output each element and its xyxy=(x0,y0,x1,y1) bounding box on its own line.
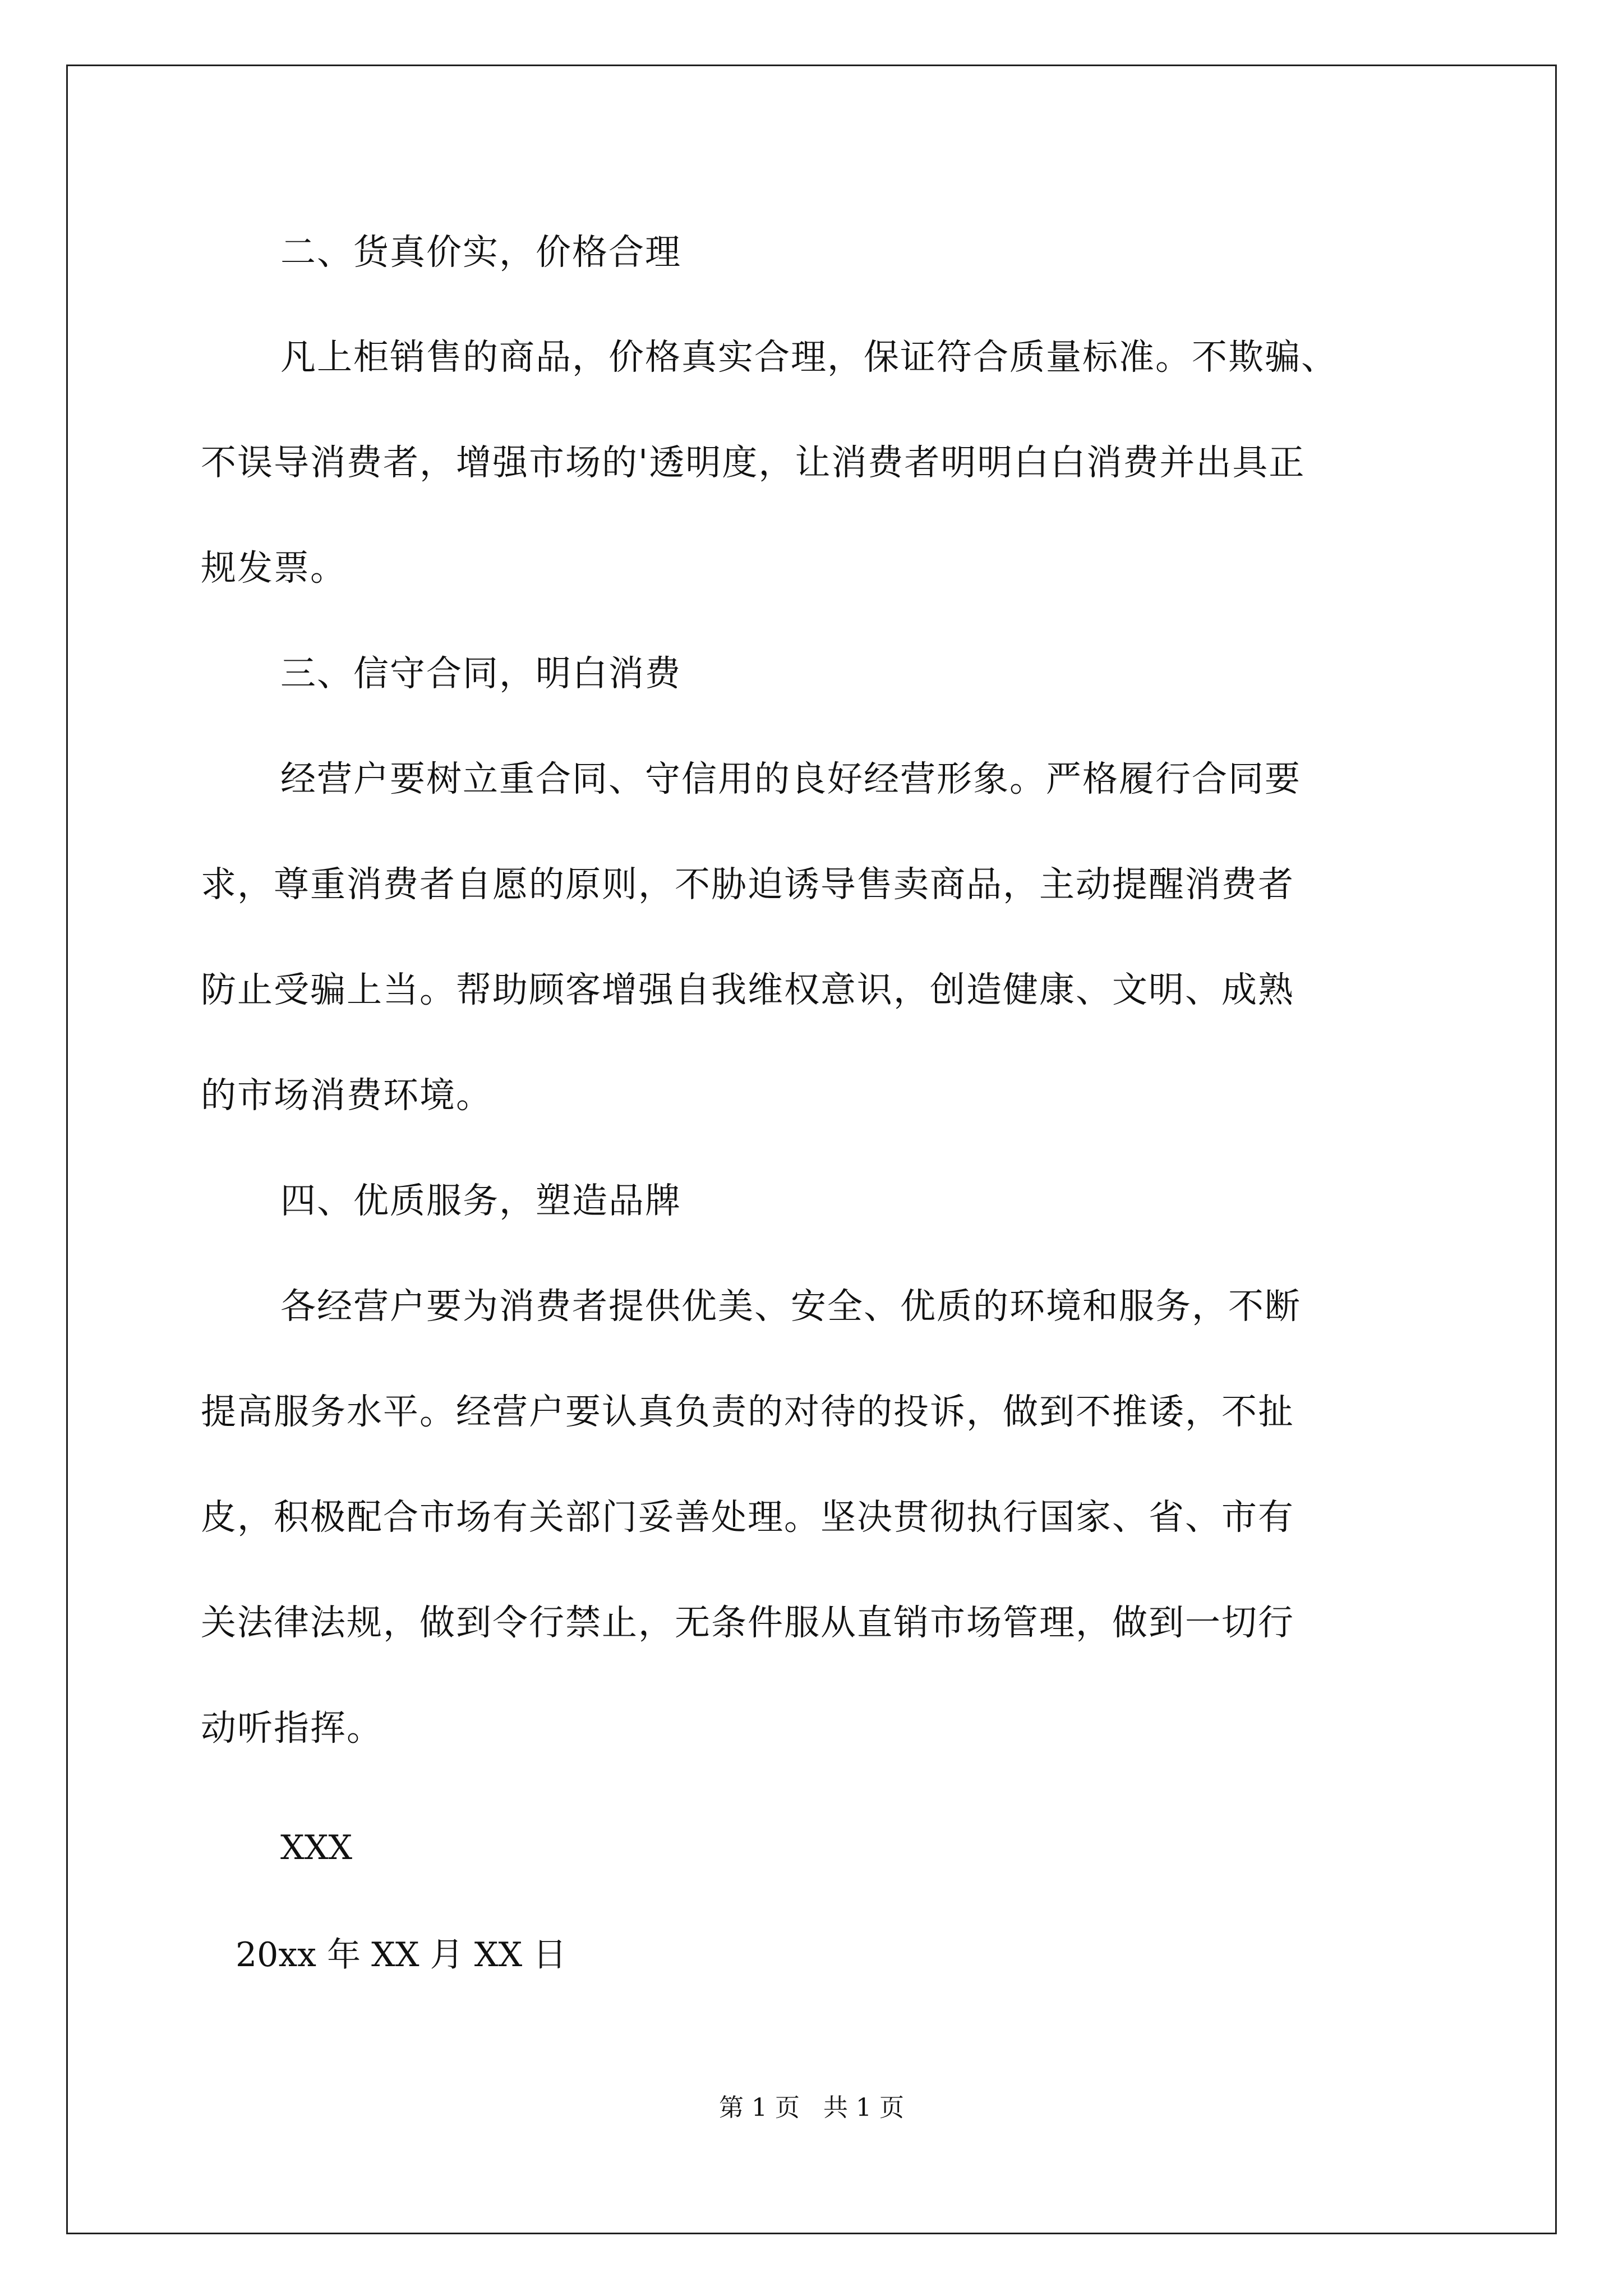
paragraph-line: 关法律法规，做到令行禁止，无条件服从直销市场管理，做到一切行 xyxy=(201,1602,1294,1643)
paragraph-line: 动听指挥。 xyxy=(201,1708,383,1749)
signature-name: XXX xyxy=(280,1828,353,1867)
paragraph-line: 提高服务水平。经营户要认真负责的对待的投诉，做到不推诿，不扯 xyxy=(201,1391,1294,1432)
paragraph-line: 皮，积极配合市场有关部门妥善处理。坚决贯彻执行国家、省、市有 xyxy=(201,1497,1294,1538)
paragraph-line: 的市场消费环境。 xyxy=(201,1075,492,1116)
paragraph-line: 防止受骗上当。帮助顾客增强自我维权意识，创造健康、文明、成熟 xyxy=(201,969,1294,1010)
section-heading-2: 二、货真价实，价格合理 xyxy=(280,232,681,273)
paragraph-line: 不误导消费者，增强市场的'透明度，让消费者明明白白消费并出具正 xyxy=(201,442,1306,483)
paragraph-line: 求，尊重消费者自愿的原则，不胁迫诱导售卖商品，主动提醒消费者 xyxy=(201,864,1294,905)
paragraph-line: 经营户要树立重合同、守信用的良好经营形象。严格履行合同要 xyxy=(280,758,1301,799)
section-heading-4: 四、优质服务，塑造品牌 xyxy=(280,1180,681,1221)
signature-date: 20xx 年 XX 月 XX 日 xyxy=(236,1935,567,1975)
paragraph-line: 各经营户要为消费者提供优美、安全、优质的环境和服务，不断 xyxy=(280,1286,1301,1327)
paragraph-line: 凡上柜销售的商品，价格真实合理，保证符合质量标准。不欺骗、 xyxy=(280,337,1338,378)
page-footer: 第 1 页 共 1 页 xyxy=(719,2093,904,2122)
paragraph-line: 规发票。 xyxy=(201,547,347,588)
section-heading-3: 三、信守合同，明白消费 xyxy=(280,653,681,694)
page-border xyxy=(66,65,1557,2234)
